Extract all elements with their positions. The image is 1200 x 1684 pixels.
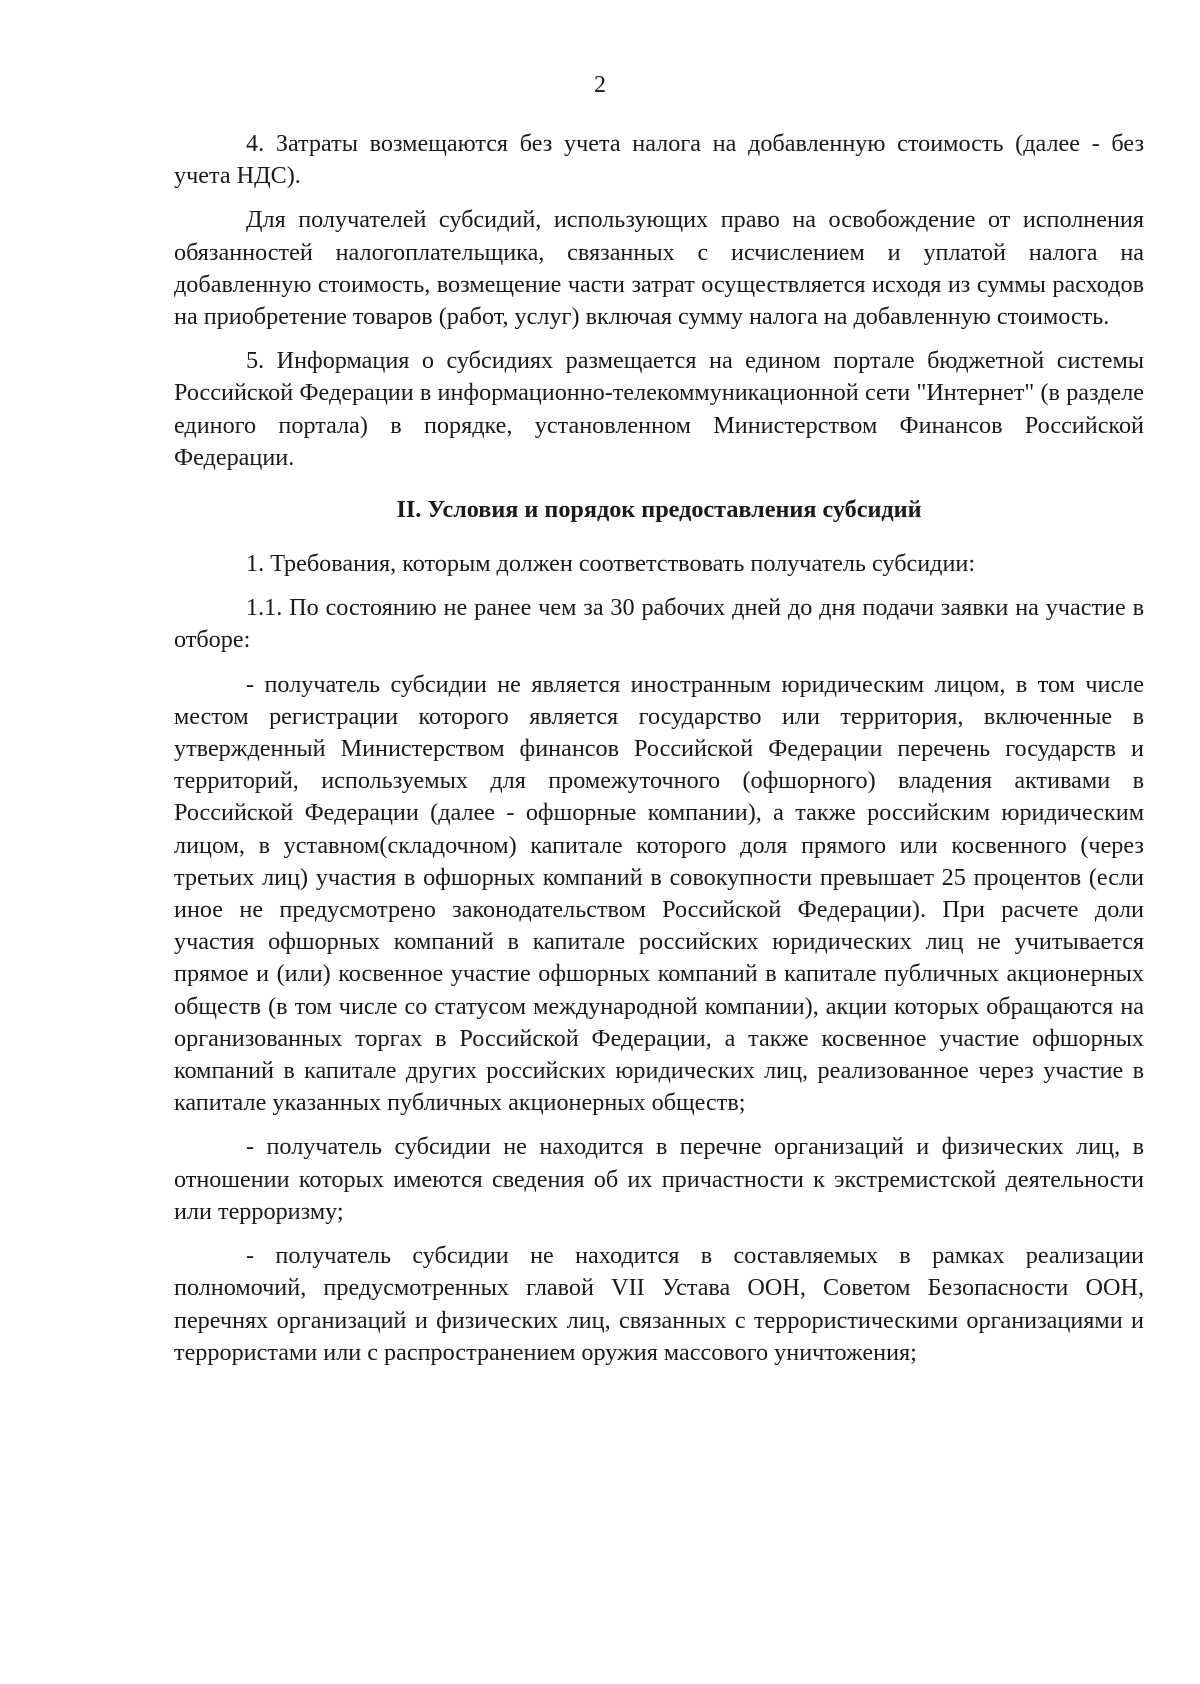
paragraph-extremism-requirement: - получатель субсидии не находится в перечне организаций и физических лиц, в отношении которых имеются сведения об их причастности к экстремистской деятельности или терроризму; xyxy=(174,1133,1144,1225)
document-body xyxy=(174,128,1144,1381)
paragraph-vat-exempt-recipients: Для получателей субсидий, использующих право на освобождение от исполнения обязанностей налогоплательщика, связанных с исчислением и уплатой налога на добавленную стоимость, возмещение части затрат осуществляется исходя из суммы расходов на приобретение товаров (работ, услуг) включая сумму налога на добавленную стоимость. xyxy=(174,206,1144,331)
page-number: 2 xyxy=(594,72,606,98)
paragraph-vat-exclusion: 4. Затраты возмещаются без учета налога на добавленную стоимость (далее - без учета НДС). xyxy=(174,130,1144,190)
paragraph-offshore-requirement: - получатель субсидии не является иностранным юридическим лицом, в том числе местом регистрации которого является государство или территория, включенные в утвержденный Министерством финансов Российской Федерации перечень государств и территорий, используемых для промежуточного (офшорного) владения активами в Российской Федерации (далее - офшорные компании), а также российским юридическим лицом, в уставном(складочном) капитале которого доля прямого или косвенного (через третьих лиц) участия в офшорных компаний в совокупности превышает 25 процентов (если иное не предусмотрено законодательством Российской Федерации). При расчете доли участия офшорных компаний в капитале российских юридических лиц не учитывается прямое и (или) косвенное участие офшорных компаний в капитале публичных акционерных обществ (в том числе со статусом международной компании), акции которых обращаются на организованных торгах в Российской Федерации, а также косвенное участие офшорных компаний в капитале других российских юридических лиц, реализованное через участие в капитале указанных публичных акционерных обществ; xyxy=(174,670,1144,1117)
paragraph-un-sanctions-requirement: - получатель субсидии не находится в составляемых в рамках реализации полномочий, предусмотренных главой VII Устава ООН, Советом Безопасности ООН, перечнях организаций и физических лиц, связанных с террористическими организациями и террористами или с распространением оружия массового уничтожения; xyxy=(174,1242,1144,1366)
paragraph-subsidy-info-portal: 5. Информация о субсидиях размещается на едином портале бюджетной системы Российской Федерации в информационно-телекоммуникационной сети "Интернет" (в разделе единого портала) в порядке, установленном Министерством Финансов Российской Федерации. xyxy=(174,347,1144,471)
paragraph-requirements-timing: 1.1. По состоянию не ранее чем за 30 рабочих дней до дня подачи заявки на участие в отборе: xyxy=(174,594,1144,654)
section-heading: II. Условия и порядок предоставления субсидий xyxy=(396,496,922,524)
paragraph-requirements-intro: 1. Требования, которым должен соответствовать получатель субсидии: xyxy=(246,550,976,578)
